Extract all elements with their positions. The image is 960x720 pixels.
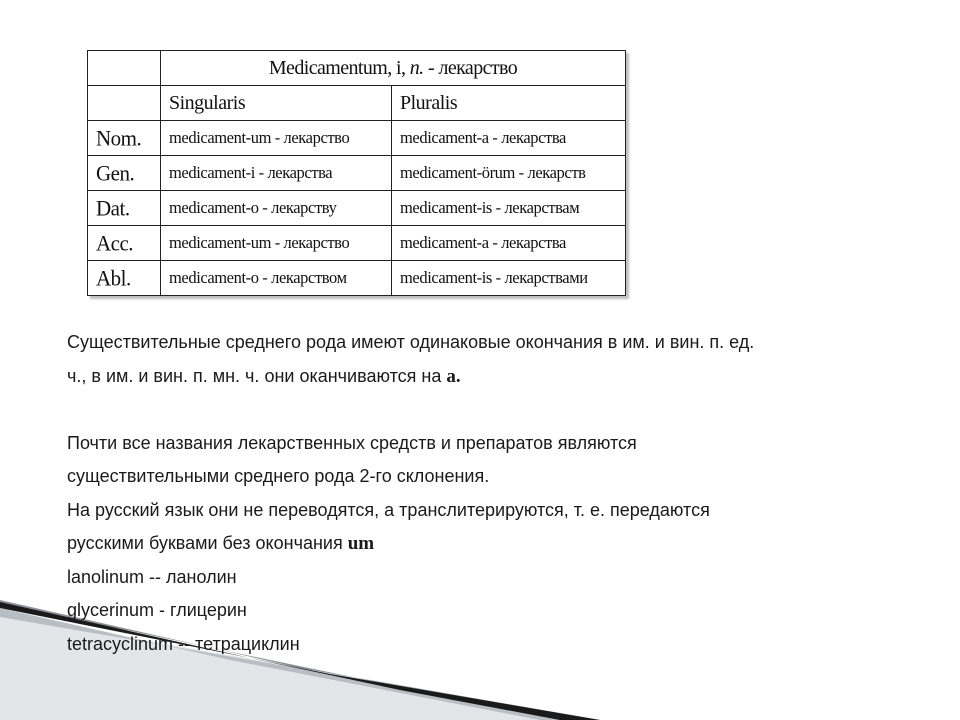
table-row [88,261,626,296]
table-row [88,226,626,261]
example-item: lanolinum -- ланолин [67,566,237,587]
table-title-row [88,51,626,86]
paragraph-2-line-1: Почти все названия лекарственных средств и препаратов являются [67,432,637,453]
ending-a: а. [446,365,461,387]
singular-form: medicament-um - лекарство [161,121,392,156]
singular-form: medicament-i - лекарства [161,156,392,191]
table-row [88,191,626,226]
ending-um: um [347,533,375,554]
table-header-row [88,86,626,121]
explanation-text [67,326,917,661]
paragraph-gap [67,393,917,427]
singular-form: medicament-um - лекарство [161,226,392,261]
paragraph-3-line-1: На русский язык они не переводятся, а транслитерируются, т. е. передаются [67,499,710,520]
paragraph-3-line-2 [67,527,917,561]
plural-form: medicament-örum - лекарств [392,156,626,191]
paragraph-2-line-2: существительными среднего рода 2-го склонения. [67,466,490,486]
table-row [88,121,626,156]
plural-form: medicament-a - лекарства [392,121,626,156]
title-meaning: - лекарство [427,56,518,79]
table-header-empty [88,86,161,121]
table-corner-cell [88,51,161,86]
paragraph-1-line-2 [67,360,917,394]
plural-form: medicament-is - лекарствам [392,191,626,226]
table-title [161,51,626,86]
plural-form: medicament-is - лекарствами [392,261,626,296]
header-singular: Singularis [161,86,392,121]
plural-form: medicament-a - лекарства [392,226,626,261]
case-label: Dat. [88,190,161,227]
case-label: Abl. [88,260,161,297]
singular-form: medicament-o - лекарству [161,191,392,226]
case-label: Nom. [88,120,161,157]
singular-form: medicament-o - лекарством [161,261,392,296]
paragraph-1-line-1: Существительные среднего рода имеют одинаковые окончания в им. и вин. п. ед. [67,332,755,352]
header-plural: Pluralis [392,86,626,121]
p3-line2-text: русскими буквами без окончания [67,533,348,553]
table-row [88,156,626,191]
example-item: glycerinum - глицерин [67,600,247,620]
declension-table [87,50,626,296]
example-item: tetracyclinum -- тетрациклин [67,633,300,654]
case-label: Gen. [88,155,161,192]
case-label: Acc. [88,225,161,262]
title-gender: n. [409,56,424,79]
title-word: Medicamentum, i, [268,56,406,79]
p1-line2-text: ч., в им. и вин. п. мн. ч. они оканчиваются на [67,365,447,386]
